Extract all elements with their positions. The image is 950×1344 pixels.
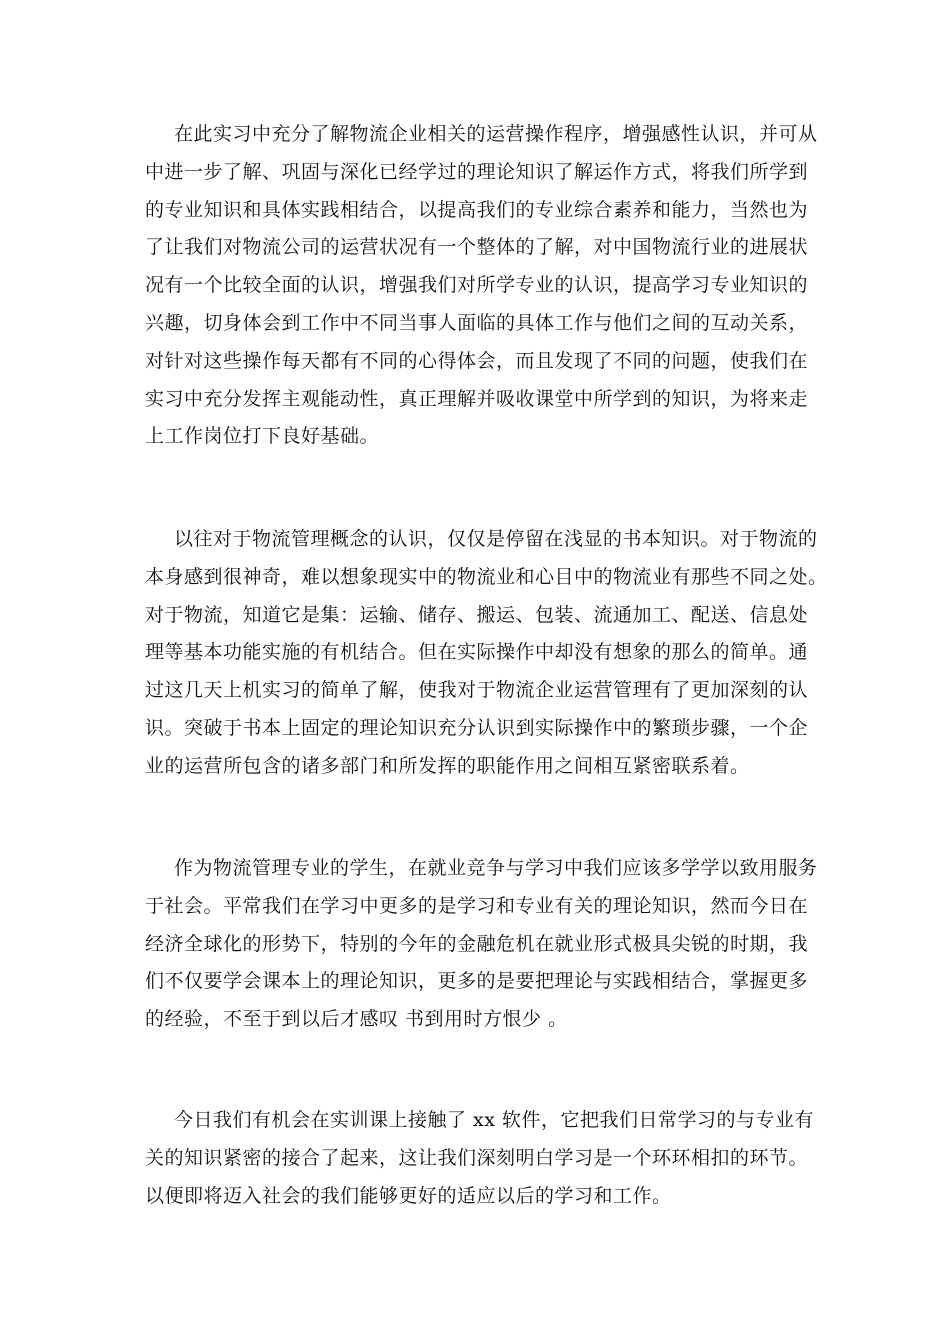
paragraph-3 bbox=[145, 850, 818, 1039]
paragraph-line: 在此实习中充分了解物流企业相关的运营操作程序，增强感性认识，并可从 bbox=[174, 123, 818, 145]
paragraph-line: 作为物流管理专业的学生，在就业竞争与学习中我们应该多学学以致用服务 bbox=[174, 857, 818, 879]
paragraph-line: 以便即将迈入社会的我们能够更好的适应以后的学习和工作。 bbox=[145, 1184, 672, 1207]
paragraph-line: 关的知识紧密的接合了起来，这让我们深刻明白学习是一个环环相扣的环节。 bbox=[145, 1146, 809, 1169]
paragraph-line: 了让我们对物流公司的运营状况有一个整体的了解，对中国物流行业的进展状 bbox=[145, 236, 809, 259]
paragraph-line: 经济全球化的形势下，特别的今年的金融危机在就业形式极具尖锐的时期，我 bbox=[145, 932, 809, 955]
paragraph-4 bbox=[145, 1102, 815, 1215]
paragraph-line: 上工作岗位打下良好基础。 bbox=[145, 425, 380, 448]
paragraph-2 bbox=[145, 521, 828, 786]
paragraph-line: 实习中充分发挥主观能动性，真正理解并吸收课堂中所学到的知识，为将来走 bbox=[145, 387, 809, 410]
paragraph-line: 对针对这些操作每天都有不同的心得体会，而且发现了不同的问题，使我们在 bbox=[145, 349, 809, 372]
paragraph-line: 中进一步了解、巩固与深化已经学过的理论知识了解运作方式，将我们所学到 bbox=[145, 160, 809, 183]
paragraph-line: 理等基本功能实施的有机结合。但在实际操作中却没有想象的那么的简单。通 bbox=[145, 641, 809, 664]
paragraph-line: 的经验，不至于到以后才感叹 书到用时方恨少 。 bbox=[145, 1008, 568, 1031]
paragraph-line: 们不仅要学会课本上的理论知识，更多的是要把理论与实践相结合，掌握更多 bbox=[145, 970, 809, 993]
paragraph-line: 以往对于物流管理概念的认识，仅仅是停留在浅显的书本知识。对于物流的 bbox=[174, 528, 818, 550]
paragraph-line: 兴趣，切身体会到工作中不同当事人面临的具体工作与他们之间的互动关系， bbox=[145, 311, 809, 334]
paragraph-line: 今日我们有机会在实训课上接触了 xx 软件，它把我们日常学习的与专业有 bbox=[174, 1109, 815, 1131]
paragraph-line: 于社会。平常我们在学习中更多的是学习和专业有关的理论知识，然而今日在 bbox=[145, 894, 809, 917]
paragraph-line: 况有一个比较全面的认识，增强我们对所学专业的认识，提高学习专业知识的 bbox=[145, 274, 809, 297]
paragraph-line: 对于物流，知道它是集：运输、储存、搬运、包装、流通加工、配送、信息处 bbox=[145, 603, 809, 626]
paragraph-line: 识。突破于书本上固定的理论知识充分认识到实际操作中的繁琐步骤，一个企 bbox=[145, 716, 809, 739]
paragraph-line: 业的运营所包含的诸多部门和所发挥的职能作用之间相互紧密联系着。 bbox=[145, 754, 750, 777]
paragraph-line: 过这几天上机实习的简单了解，使我对于物流企业运营管理有了更加深刻的认 bbox=[145, 679, 809, 702]
paragraph-line: 本身感到很神奇，难以想象现实中的物流业和心目中的物流业有那些不同之处。 bbox=[145, 565, 828, 588]
paragraph-line: 的专业知识和具体实践相结合，以提高我们的专业综合素养和能力，当然也为 bbox=[145, 198, 809, 221]
paragraph-1 bbox=[145, 116, 818, 456]
